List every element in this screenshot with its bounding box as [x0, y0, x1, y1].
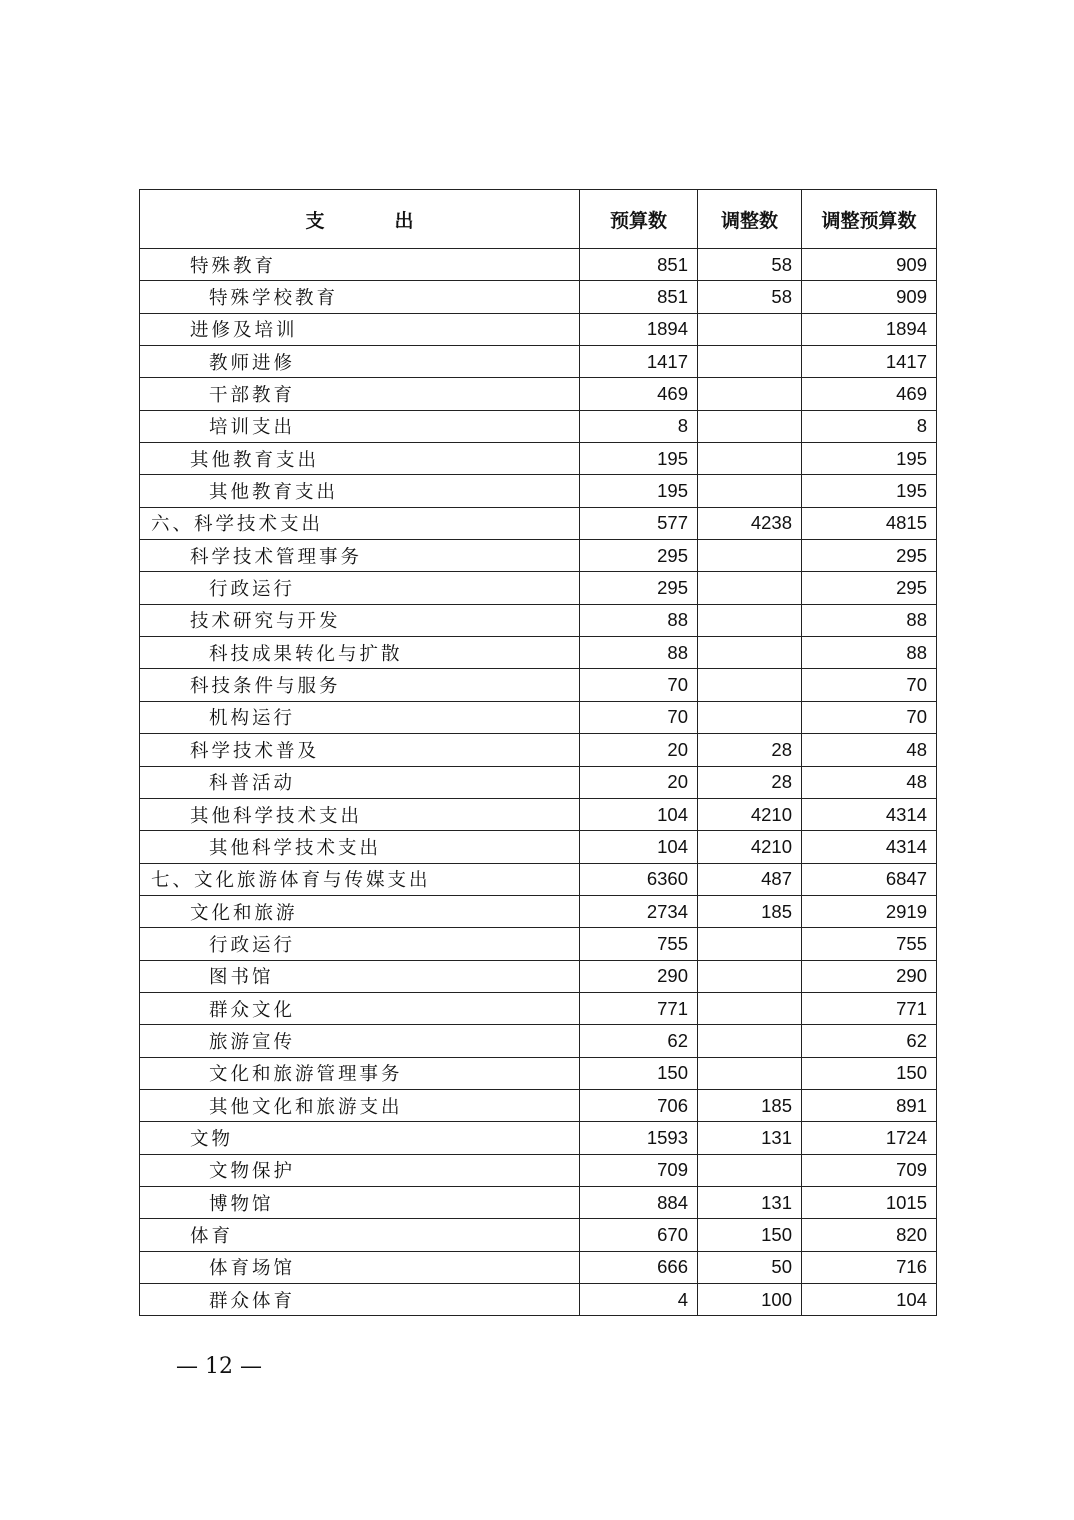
- budget-cell: 1593: [580, 1122, 698, 1154]
- table-row: [140, 540, 937, 572]
- adjusted-budget-cell: 48: [802, 766, 937, 798]
- item-name-cell: 文化和旅游: [140, 895, 580, 927]
- adjusted-budget-cell: 4314: [802, 798, 937, 830]
- table-row: [140, 507, 937, 539]
- budget-cell: 70: [580, 669, 698, 701]
- table-row: [140, 701, 937, 733]
- budget-cell: 104: [580, 831, 698, 863]
- adjustment-cell: 28: [698, 766, 802, 798]
- table-row: [140, 766, 937, 798]
- budget-cell: 6360: [580, 863, 698, 895]
- adjustment-cell: [698, 443, 802, 475]
- adjustment-cell: 4210: [698, 831, 802, 863]
- adjusted-budget-cell: 8: [802, 410, 937, 442]
- item-name-cell: 体育: [140, 1219, 580, 1251]
- adjusted-budget-cell: 48: [802, 734, 937, 766]
- budget-cell: 2734: [580, 895, 698, 927]
- item-name-cell: 其他科学技术支出: [140, 831, 580, 863]
- item-name-cell: 科学技术普及: [140, 734, 580, 766]
- item-name-cell: 特殊学校教育: [140, 281, 580, 313]
- adjustment-cell: 28: [698, 734, 802, 766]
- adjusted-budget-cell: 1417: [802, 346, 937, 378]
- budget-cell: 884: [580, 1186, 698, 1218]
- item-name-cell: 培训支出: [140, 410, 580, 442]
- item-name-cell: 科技成果转化与扩散: [140, 637, 580, 669]
- adjustment-cell: [698, 928, 802, 960]
- adjusted-budget-cell: 909: [802, 249, 937, 281]
- item-name-cell: 旅游宣传: [140, 1025, 580, 1057]
- table-row: [140, 1089, 937, 1121]
- adjusted-budget-cell: 909: [802, 281, 937, 313]
- budget-cell: 20: [580, 734, 698, 766]
- item-name-cell: 文物保护: [140, 1154, 580, 1186]
- adjusted-budget-cell: 195: [802, 443, 937, 475]
- table-row: [140, 669, 937, 701]
- adjustment-cell: [698, 960, 802, 992]
- table-row: [140, 378, 937, 410]
- adjustment-cell: 4210: [698, 798, 802, 830]
- adjustment-cell: [698, 572, 802, 604]
- adjusted-budget-cell: 820: [802, 1219, 937, 1251]
- item-name-cell: 机构运行: [140, 701, 580, 733]
- adjusted-budget-cell: 150: [802, 1057, 937, 1089]
- header-expenditure-char-2: 出: [394, 209, 414, 232]
- table-row: [140, 637, 937, 669]
- budget-cell: 8: [580, 410, 698, 442]
- item-name-cell: 文化和旅游管理事务: [140, 1057, 580, 1089]
- budget-cell: 104: [580, 798, 698, 830]
- adjustment-cell: 131: [698, 1122, 802, 1154]
- budget-cell: 290: [580, 960, 698, 992]
- item-name-cell: 其他教育支出: [140, 475, 580, 507]
- table-row: [140, 1025, 937, 1057]
- budget-cell: 577: [580, 507, 698, 539]
- budget-cell: 150: [580, 1057, 698, 1089]
- adjusted-budget-cell: 716: [802, 1251, 937, 1283]
- item-name-cell: 行政运行: [140, 928, 580, 960]
- budget-cell: 469: [580, 378, 698, 410]
- table-row: [140, 604, 937, 636]
- adjusted-budget-cell: 290: [802, 960, 937, 992]
- adjusted-budget-cell: 709: [802, 1154, 937, 1186]
- adjustment-cell: [698, 992, 802, 1024]
- budget-cell: 771: [580, 992, 698, 1024]
- adjusted-budget-cell: 469: [802, 378, 937, 410]
- table-row: [140, 734, 937, 766]
- table-row: [140, 572, 937, 604]
- table-row: [140, 863, 937, 895]
- budget-cell: 20: [580, 766, 698, 798]
- header-expenditure-char-1: 支: [305, 209, 325, 232]
- adjusted-budget-cell: 755: [802, 928, 937, 960]
- adjustment-cell: [698, 346, 802, 378]
- budget-cell: 62: [580, 1025, 698, 1057]
- item-name-cell: 其他文化和旅游支出: [140, 1089, 580, 1121]
- adjustment-cell: 58: [698, 281, 802, 313]
- header-adjusted-budget: 调整预算数: [802, 190, 937, 249]
- table-row: [140, 313, 937, 345]
- adjustment-cell: [698, 378, 802, 410]
- table-row: [140, 1186, 937, 1218]
- adjustment-cell: [698, 313, 802, 345]
- table-row: [140, 928, 937, 960]
- table-row: [140, 281, 937, 313]
- table-row: [140, 831, 937, 863]
- adjustment-cell: 131: [698, 1186, 802, 1218]
- adjustment-cell: 185: [698, 1089, 802, 1121]
- budget-cell: 755: [580, 928, 698, 960]
- budget-cell: 70: [580, 701, 698, 733]
- budget-cell: 1417: [580, 346, 698, 378]
- adjusted-budget-cell: 70: [802, 701, 937, 733]
- item-name-cell: 六、科学技术支出: [140, 507, 580, 539]
- budget-cell: 851: [580, 249, 698, 281]
- header-budget: 预算数: [580, 190, 698, 249]
- budget-cell: 851: [580, 281, 698, 313]
- table-row: [140, 410, 937, 442]
- item-name-cell: 进修及培训: [140, 313, 580, 345]
- adjusted-budget-cell: 195: [802, 475, 937, 507]
- adjustment-cell: [698, 410, 802, 442]
- table-row: [140, 1251, 937, 1283]
- budget-cell: 670: [580, 1219, 698, 1251]
- adjusted-budget-cell: 62: [802, 1025, 937, 1057]
- adjustment-cell: 50: [698, 1251, 802, 1283]
- adjustment-cell: [698, 540, 802, 572]
- item-name-cell: 体育场馆: [140, 1251, 580, 1283]
- table-row: [140, 1057, 937, 1089]
- adjusted-budget-cell: 295: [802, 572, 937, 604]
- budget-cell: 666: [580, 1251, 698, 1283]
- item-name-cell: 特殊教育: [140, 249, 580, 281]
- item-name-cell: 群众文化: [140, 992, 580, 1024]
- item-name-cell: 图书馆: [140, 960, 580, 992]
- adjusted-budget-cell: 1724: [802, 1122, 937, 1154]
- adjustment-cell: 4238: [698, 507, 802, 539]
- table-body: [140, 249, 937, 1316]
- table-row: [140, 443, 937, 475]
- item-name-cell: 其他科学技术支出: [140, 798, 580, 830]
- adjusted-budget-cell: 88: [802, 604, 937, 636]
- adjustment-cell: [698, 1025, 802, 1057]
- item-name-cell: 文物: [140, 1122, 580, 1154]
- budget-cell: 295: [580, 572, 698, 604]
- adjustment-cell: [698, 1154, 802, 1186]
- adjustment-cell: 58: [698, 249, 802, 281]
- adjusted-budget-cell: 2919: [802, 895, 937, 927]
- adjusted-budget-cell: 1015: [802, 1186, 937, 1218]
- adjusted-budget-cell: 6847: [802, 863, 937, 895]
- page-number: — 12 —: [176, 1354, 262, 1379]
- item-name-cell: 其他教育支出: [140, 443, 580, 475]
- table-row: [140, 1219, 937, 1251]
- item-name-cell: 行政运行: [140, 572, 580, 604]
- item-name-cell: 七、文化旅游体育与传媒支出: [140, 863, 580, 895]
- table-header: [140, 190, 937, 249]
- adjustment-cell: [698, 669, 802, 701]
- adjustment-cell: 100: [698, 1284, 802, 1316]
- table-row: [140, 1154, 937, 1186]
- item-name-cell: 博物馆: [140, 1186, 580, 1218]
- item-name-cell: 干部教育: [140, 378, 580, 410]
- adjustment-cell: [698, 701, 802, 733]
- table-row: [140, 346, 937, 378]
- budget-cell: 195: [580, 475, 698, 507]
- adjusted-budget-cell: 4314: [802, 831, 937, 863]
- budget-table: [139, 189, 937, 1316]
- budget-cell: 88: [580, 637, 698, 669]
- table-row: [140, 249, 937, 281]
- adjusted-budget-cell: 891: [802, 1089, 937, 1121]
- adjustment-cell: [698, 604, 802, 636]
- table-row: [140, 992, 937, 1024]
- budget-cell: 4: [580, 1284, 698, 1316]
- budget-cell: 295: [580, 540, 698, 572]
- item-name-cell: 科学技术管理事务: [140, 540, 580, 572]
- budget-cell: 88: [580, 604, 698, 636]
- header-row: [140, 190, 937, 249]
- table-row: [140, 475, 937, 507]
- adjusted-budget-cell: 771: [802, 992, 937, 1024]
- item-name-cell: 技术研究与开发: [140, 604, 580, 636]
- adjustment-cell: 185: [698, 895, 802, 927]
- budget-cell: 709: [580, 1154, 698, 1186]
- table-row: [140, 1284, 937, 1316]
- adjustment-cell: [698, 637, 802, 669]
- table-row: [140, 798, 937, 830]
- budget-cell: 195: [580, 443, 698, 475]
- item-name-cell: 科普活动: [140, 766, 580, 798]
- adjusted-budget-cell: 70: [802, 669, 937, 701]
- header-adjustment: 调整数: [698, 190, 802, 249]
- item-name-cell: 科技条件与服务: [140, 669, 580, 701]
- adjustment-cell: [698, 1057, 802, 1089]
- adjustment-cell: 150: [698, 1219, 802, 1251]
- adjusted-budget-cell: 295: [802, 540, 937, 572]
- adjustment-cell: [698, 475, 802, 507]
- adjusted-budget-cell: 88: [802, 637, 937, 669]
- table-row: [140, 1122, 937, 1154]
- table-row: [140, 895, 937, 927]
- budget-cell: 1894: [580, 313, 698, 345]
- item-name-cell: 教师进修: [140, 346, 580, 378]
- budget-cell: 706: [580, 1089, 698, 1121]
- item-name-cell: 群众体育: [140, 1284, 580, 1316]
- adjusted-budget-cell: 104: [802, 1284, 937, 1316]
- adjusted-budget-cell: 1894: [802, 313, 937, 345]
- header-expenditure: [140, 190, 580, 249]
- table-row: [140, 960, 937, 992]
- adjusted-budget-cell: 4815: [802, 507, 937, 539]
- adjustment-cell: 487: [698, 863, 802, 895]
